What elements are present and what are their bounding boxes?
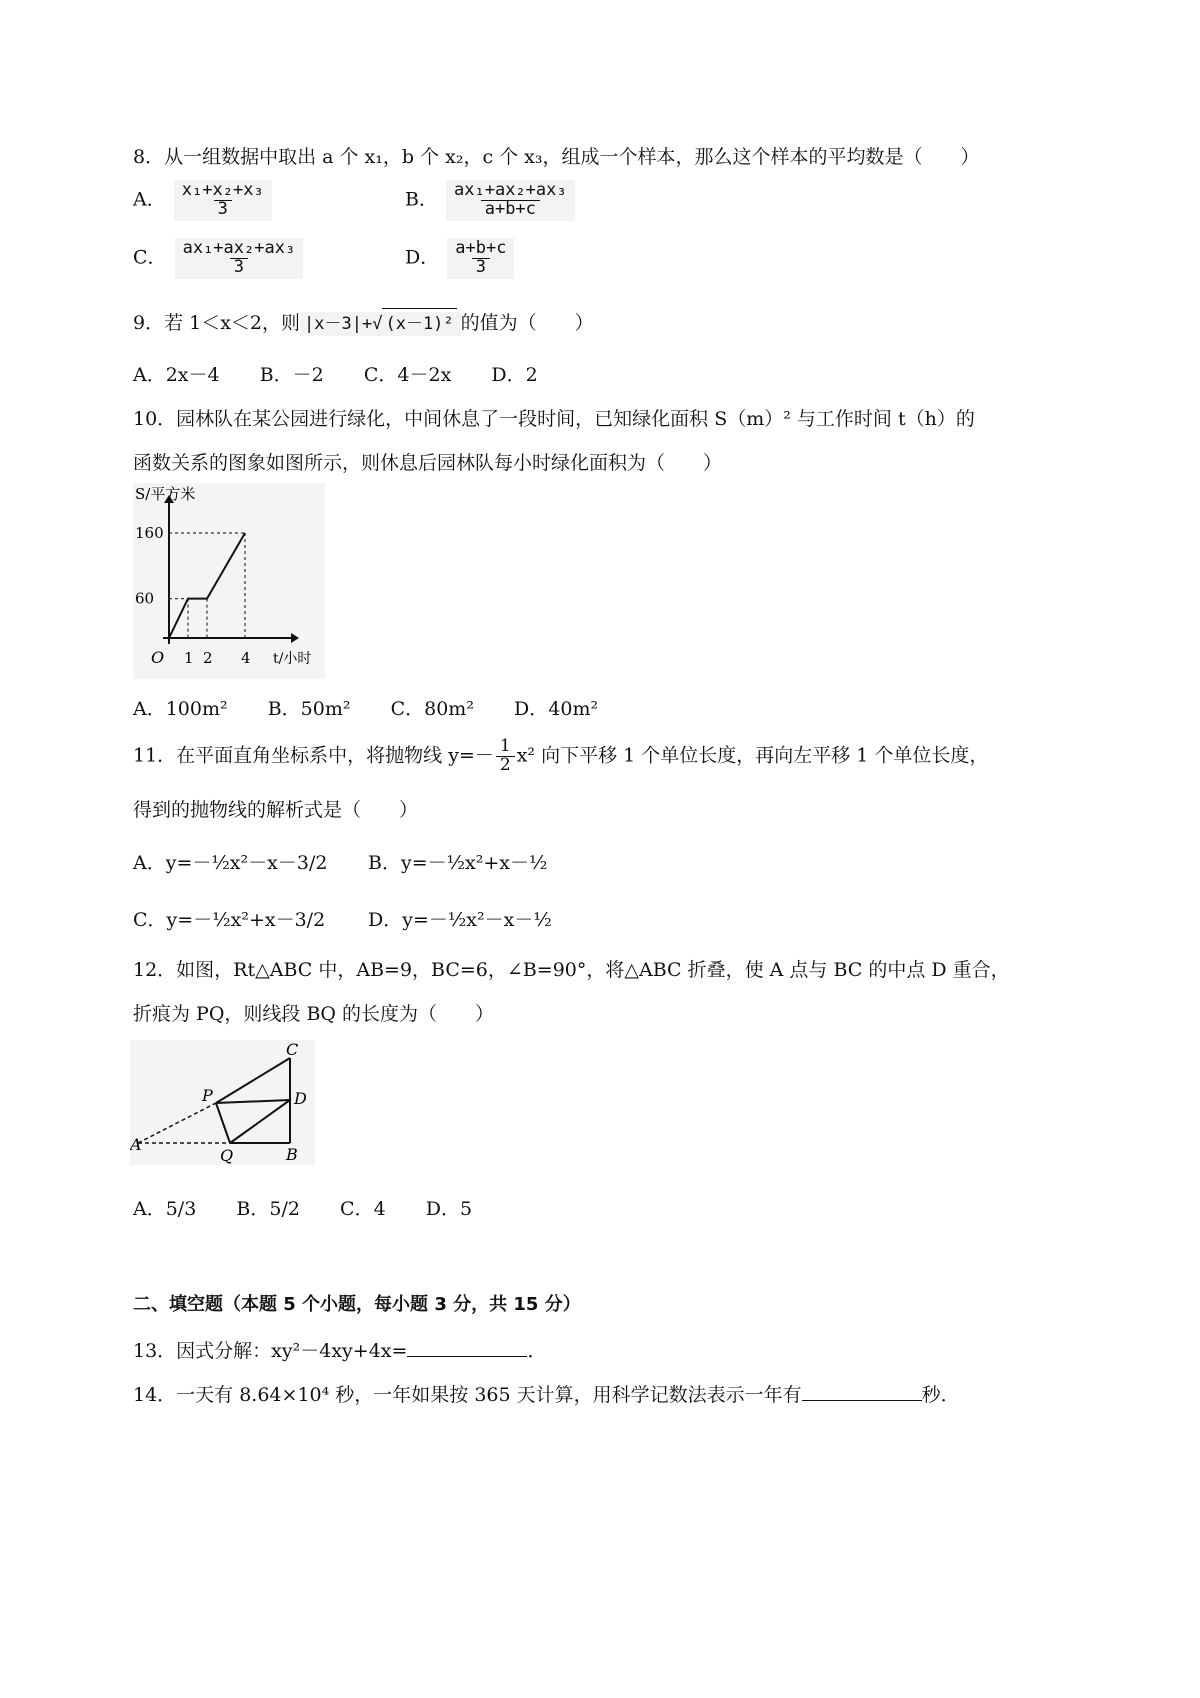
y-tick-label: 60 bbox=[135, 589, 155, 608]
q11-line2: 得到的抛物线的解析式是（ ） bbox=[133, 799, 419, 821]
q8-option-d: D． $\frac{a+b+c}{3}$ bbox=[405, 238, 516, 279]
q10-line1: 10．园林队在某公园进行绿化，中间休息了一段时间，已知绿化面积 S（m）² 与工作时间 t（h）的 bbox=[133, 408, 975, 430]
q10-option-a: A．100m² bbox=[133, 698, 228, 720]
q12-option-d: D．5 bbox=[425, 1198, 473, 1220]
q8-stem: 8．从一组数据中取出 a 个 x₁，b 个 x₂，c 个 x₃，组成一个样本，那么这个样本的平均数是（ ） bbox=[133, 146, 980, 168]
q11-option-c: C．y=－½x²+x－3/2 bbox=[133, 909, 326, 931]
q10-chart bbox=[133, 483, 325, 679]
x-tick-label: 4 bbox=[241, 649, 251, 667]
q13: 13．因式分解：xy²－4xy+4x= ． bbox=[133, 1340, 547, 1362]
q9-option-b: B．－2 bbox=[259, 364, 324, 386]
q11-option-b: B．y=－½x²+x－½ bbox=[368, 852, 548, 874]
q10-option-d: D．40m² bbox=[514, 698, 599, 720]
q12-figure bbox=[130, 1040, 315, 1165]
q9-option-c: C．4－2x bbox=[363, 364, 452, 386]
q12-option-c: C．4 bbox=[340, 1198, 386, 1220]
q10-options bbox=[133, 694, 598, 721]
q9-option-a: A．2x－4 bbox=[133, 364, 220, 386]
point-c-label: C bbox=[286, 1040, 299, 1059]
q11-line1: 11．在平面直角坐标系中，将抛物线 y=－ $\frac{1}{2}$ x² 向下平移 1 个单位长度，再向左平移 1 个单位长度， bbox=[133, 736, 989, 775]
q11-option-d: D．y=－½x²－x－½ bbox=[368, 909, 552, 931]
y-tick-label: 160 bbox=[135, 524, 164, 542]
point-d-label: D bbox=[294, 1089, 307, 1108]
section2-title: 二、填空题（本题 5 个小题，每小题 3 分，共 15 分） bbox=[133, 1294, 581, 1315]
q9-stem: 9．若 1＜x＜2，则 |x－3|+√ (x－1)² 的值为（ ） bbox=[133, 308, 594, 335]
q13-answer-blank[interactable] bbox=[407, 1338, 527, 1357]
q14: 14．一天有 8.64×10⁴ 秒，一年如果按 365 天计算，用科学记数法表示一年有 秒． bbox=[133, 1384, 960, 1406]
q12-line2: 折痕为 PQ，则线段 BQ 的长度为（ ） bbox=[133, 1003, 495, 1025]
q8-option-a: A． $\frac{\text{x₁+x₂+x₃}}{3}$ bbox=[133, 180, 274, 221]
point-p-label: P bbox=[202, 1086, 213, 1105]
point-q-label: Q bbox=[220, 1146, 234, 1165]
x-tick-label: 1 bbox=[184, 649, 194, 667]
q10-option-c: C．80m² bbox=[390, 698, 474, 720]
q9-options bbox=[133, 360, 538, 387]
x-axis-label: t/小时 bbox=[273, 651, 312, 667]
q8-option-b: B． $\frac{\text{ax₁+ax₂+ax₃}}{a+b+c}$ bbox=[405, 180, 577, 221]
q14-answer-blank[interactable] bbox=[802, 1382, 922, 1401]
q10-line2: 函数关系的图象如图所示，则休息后园林队每小时绿化面积为（ ） bbox=[133, 452, 723, 474]
q8-option-c: C． $\frac{\text{ax₁+ax₂+ax₃}}{3}$ bbox=[133, 238, 305, 279]
q9-option-d: D．2 bbox=[491, 364, 538, 386]
q12-option-b: B．5/2 bbox=[236, 1198, 300, 1220]
q10-option-b: B．50m² bbox=[267, 698, 351, 720]
q12-options bbox=[133, 1194, 472, 1221]
x-tick-label: 2 bbox=[203, 649, 213, 667]
point-a-label: A bbox=[130, 1135, 142, 1154]
q11-option-a: A．y=－½x²－x－3/2 bbox=[133, 852, 328, 874]
q12-line1: 12．如图，Rt△ABC 中，AB=9，BC=6，∠B=90°，将△ABC 折叠，使 A 点与 BC 的中点 D 重合， bbox=[133, 959, 1010, 981]
point-b-label: B bbox=[286, 1145, 298, 1164]
q12-option-a: A．5/3 bbox=[133, 1198, 197, 1220]
y-axis-label: S/平方米 bbox=[135, 485, 196, 503]
origin-label: O bbox=[151, 648, 165, 667]
